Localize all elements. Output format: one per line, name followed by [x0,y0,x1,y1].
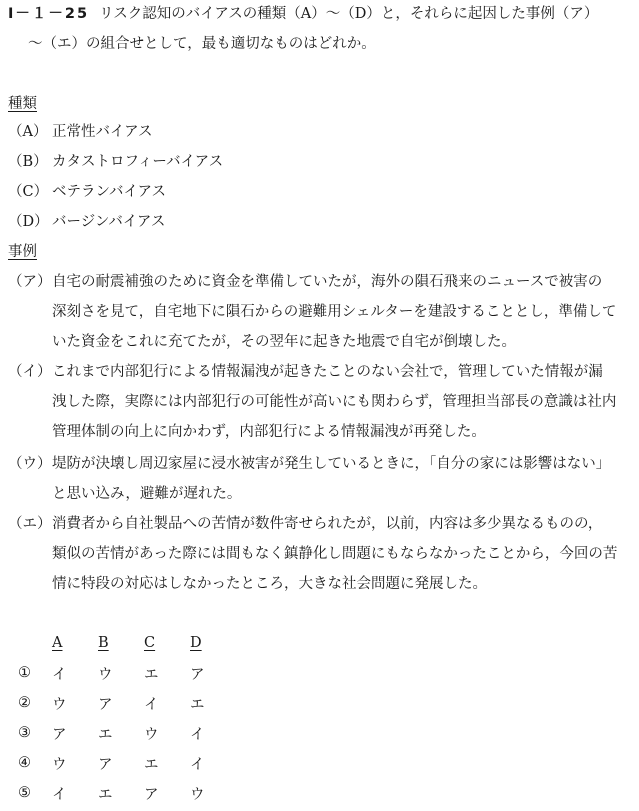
case-line: 自宅の耐震補強のために資金を準備していたが，海外の隕石飛来のニュースで被害の [52,274,603,290]
answer-header-row [18,628,236,658]
case-tag: （イ） [8,364,52,380]
type-tag: （A） [8,124,48,140]
choice-cell: イ [52,786,67,803]
answer-table [18,628,236,808]
choice-number: ⑤ [18,785,31,801]
type-item-d [8,212,165,232]
case-line: 類似の苦情があった際には間もなく鎮静化し問題にもならなかったことから，今回の苦 [52,546,618,562]
question-line-2 [28,34,376,54]
case-line: いた資金をこれに充てたが，その翌年に起きた地震で自宅が倒壊した。 [52,334,516,350]
choice-cell: ア [190,666,205,683]
choice-cell: ウ [52,696,67,713]
type-label: カタストロフィーバイアス [52,154,224,170]
type-item-b [8,152,223,172]
answer-header-c: C [144,635,156,651]
case-line: 深刻さを見て，自宅地下に隕石からの避難用シェルターを建設することとし，準備して [52,304,617,320]
case-item-i [8,362,603,382]
question-number: Ⅰ－１－25 [8,6,90,22]
choice-number: ③ [18,725,31,741]
choice-number: ① [18,665,31,681]
case-line: 堤防が決壊し周辺家屋に浸水被害が発生しているときに，「自分の家には影響はない」 [52,456,611,472]
choice-cell: エ [144,666,159,683]
choice-cell: ア [52,726,67,743]
question-text-2: ～（エ）の組合せとして，最も適切なものはどれか。 [28,36,376,52]
cases-heading: 事例 [8,244,37,260]
choice-cell: エ [98,786,113,803]
type-label: ベテランバイアス [52,184,166,200]
choice-cell: イ [190,726,205,743]
choice-cell: ウ [98,666,113,683]
case-line: 管理体制の向上に向かわず，内部犯行による情報漏洩が再発した。 [52,424,486,440]
type-tag: （B） [8,154,48,170]
answer-choice-row[interactable] [18,688,236,718]
choice-cell: エ [98,726,113,743]
choice-number: ② [18,695,31,711]
answer-choice-row[interactable] [18,778,236,808]
case-item-u [8,454,610,474]
case-item-e [8,514,602,534]
type-item-a [8,122,152,142]
question-text-1: リスク認知のバイアスの種類（A）～（D）と，それらに起因した事例（ア） [99,6,599,22]
choice-cell: エ [144,756,159,773]
choice-cell: ウ [190,786,205,803]
type-label: 正常性バイアス [52,124,153,140]
choice-cell: ウ [144,726,159,743]
question-line-1 [8,4,598,24]
answer-choice-row[interactable] [18,658,236,688]
type-tag: （D） [8,214,49,230]
choice-cell: ア [144,786,159,803]
case-tag: （ア） [8,274,52,290]
case-tag: （ウ） [8,456,52,472]
choice-number: ④ [18,755,31,771]
answer-header-a: A [52,635,63,651]
case-line: と思い込み，避難が遅れた。 [52,486,242,502]
case-line: 洩した際，実際には内部犯行の可能性が高いにも関わらず，管理担当部長の意識は社内 [52,394,617,410]
choice-cell: イ [144,696,159,713]
choice-cell: ウ [52,756,67,773]
case-tag: （エ） [8,516,52,532]
types-heading: 種類 [8,96,37,112]
choice-cell: イ [190,756,205,773]
choice-cell: エ [190,696,205,713]
choice-cell: ア [98,696,113,713]
answer-header-b: B [98,635,109,651]
case-item-a [8,272,602,292]
type-item-c [8,182,166,202]
type-tag: （C） [8,184,49,200]
case-line: 消費者から自社製品への苦情が数件寄せられたが，以前，内容は多少異なるものの， [52,516,603,532]
choice-cell: ア [98,756,113,773]
choice-cell: イ [52,666,67,683]
case-line: これまで内部犯行による情報漏洩が起きたことのない会社で，管理していた情報が漏 [52,364,603,380]
answer-header-d: D [190,635,202,651]
answer-choice-row[interactable] [18,718,236,748]
answer-header-blank [18,628,52,658]
case-line: 情に特段の対応はしなかったところ，大きな社会問題に発展した。 [52,576,487,592]
answer-choice-row[interactable] [18,748,236,778]
type-label: バージンバイアス [52,214,166,230]
